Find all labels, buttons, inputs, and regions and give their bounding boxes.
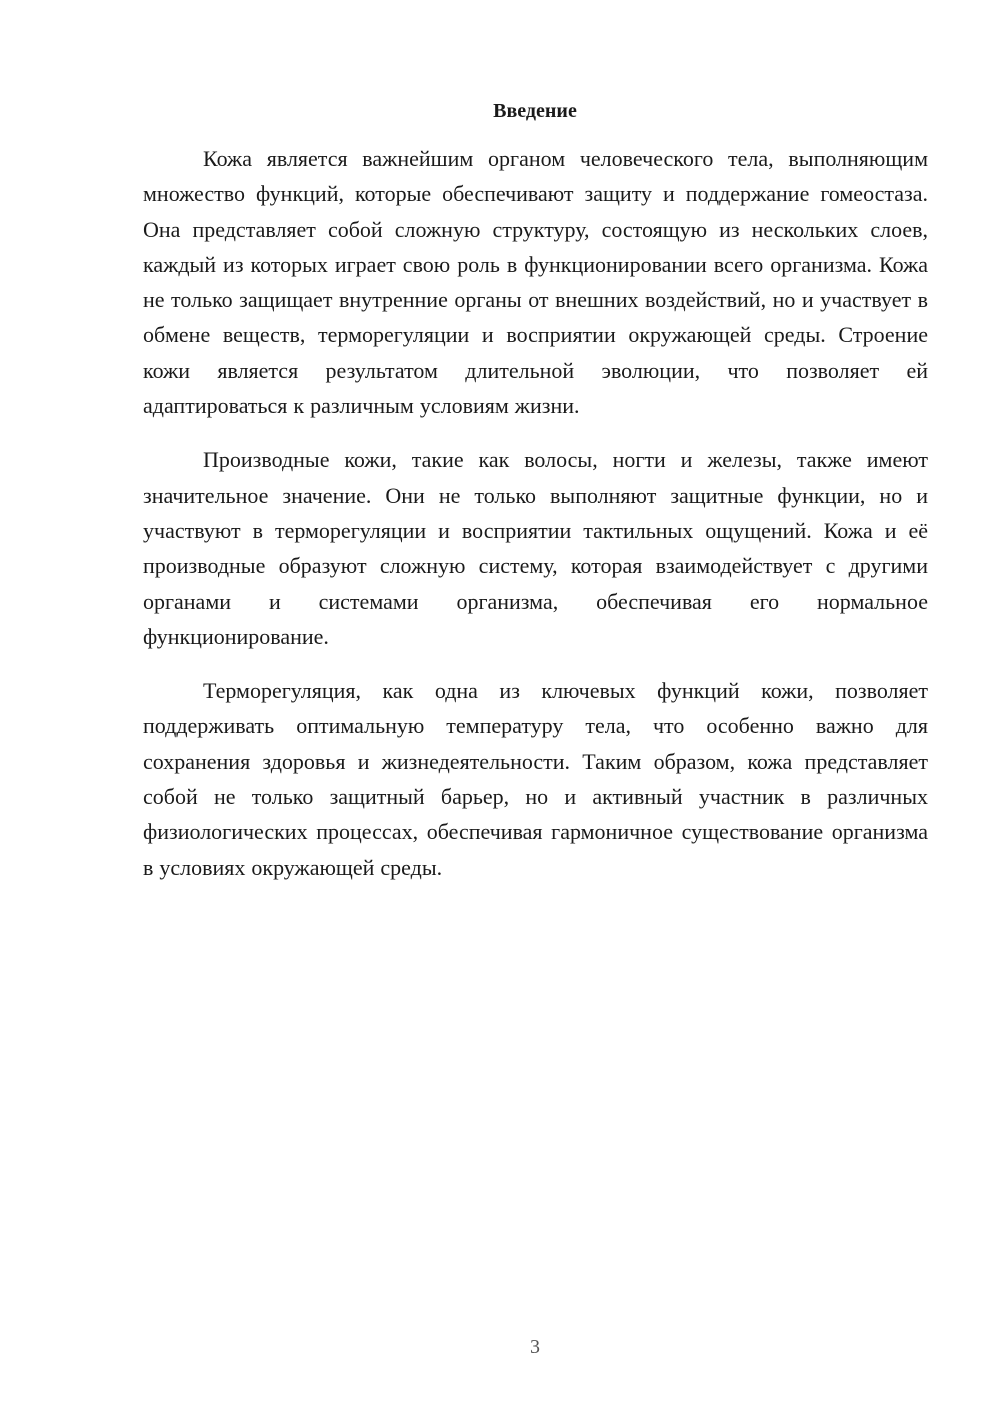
document-body xyxy=(143,141,928,904)
paragraph: Терморегуляция, как одна из ключевых функций кожи, позволяет поддерживать оптимальную температуру тела, что особенно важно для сохранения здоровья и жизнедеятельности. Таким образом, кожа представляет собой не только защитный барьер, но и активный участник в различных физиологических процессах, обеспечивая гармоничное существование организма в условиях окружающей среды. xyxy=(143,678,928,880)
section-heading: Введение xyxy=(493,100,577,122)
page-number: 3 xyxy=(530,1336,540,1358)
paragraph: Производные кожи, такие как волосы, ногти и железы, также имеют значительное значение. Они не только выполняют защитные функции, но и участвуют в терморегуляции и восприятии тактильных ощущений. Кожа и её производные образуют сложную систему, которая взаимодействует с другими органами и системами организма, обеспечивая его нормальное функционирование. xyxy=(143,447,928,649)
paragraph: Кожа является важнейшим органом человеческого тела, выполняющим множество функций, которые обеспечивают защиту и поддержание гомеостаза. Она представляет собой сложную структуру, состоящую из нескольких слоев, каждый из которых играет свою роль в функционировании всего организма. Кожа не только защищает внутренние органы от внешних воздействий, но и участвует в обмене веществ, терморегуляции и восприятии окружающей среды. Строение кожи является результатом длительной эволюции, что позволяет ей адаптироваться к различным условиям жизни. xyxy=(143,146,928,419)
